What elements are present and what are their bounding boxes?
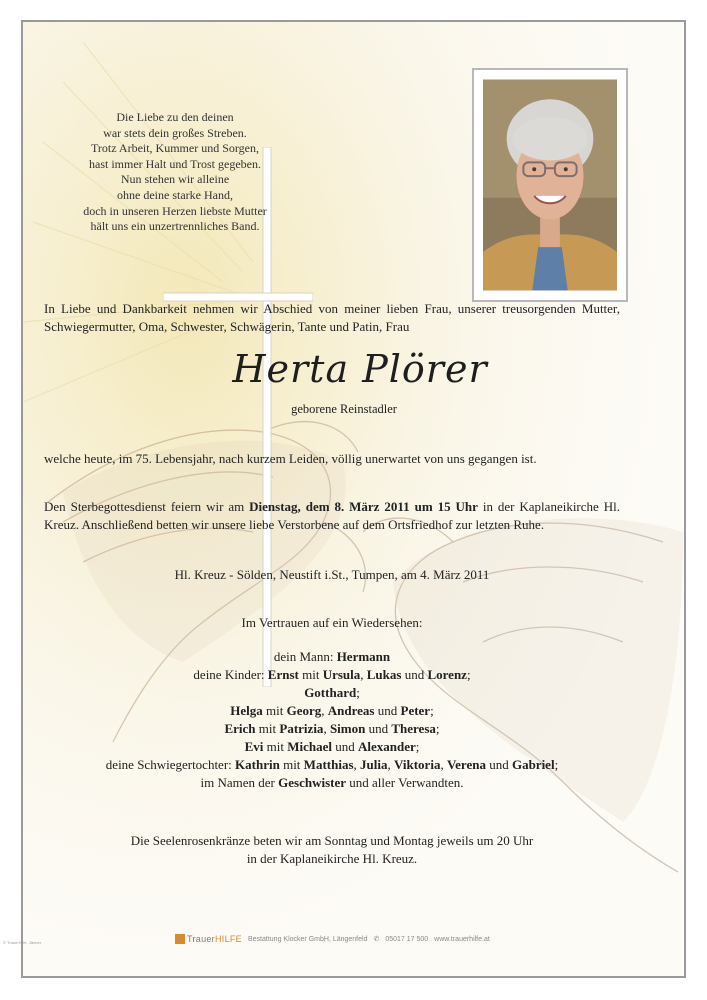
- copyright-note: © TrauerHilfe, Jänner: [3, 940, 42, 945]
- poem-line: war stets dein großes Streben.: [103, 125, 247, 140]
- birth-name: geborene Reinstadler: [291, 402, 397, 416]
- rosary-notice: [44, 832, 620, 868]
- list-item: Evi mit Michael und Alexander;: [244, 739, 420, 754]
- list-item: Erich mit Patrizia, Simon und Theresa;: [224, 721, 440, 736]
- intro-text: In Liebe und Dankbarkeit nehmen wir Abschied von meiner lieben Frau, unserer treusorgenden Mutter, Schwiegermutter, Oma, Schwester, Schwägerin, Tante und Patin, Frau: [44, 301, 620, 334]
- death-notice: welche heute, im 75. Lebensjahr, nach kurzem Leiden, völlig unerwartet von uns gegangen ist.: [44, 451, 537, 466]
- list-item: Gotthard;: [304, 685, 360, 700]
- trauerhilfe-logo: TrauerHILFE: [175, 934, 242, 944]
- service-text: in der Kaplaneikirche Hl. Kreuz. Anschließend betten wir unsere liebe Verstorbene auf dem Ortsfriedhof zur letzten Ruhe.: [44, 499, 620, 532]
- phone-number: 05017 17 500: [385, 935, 429, 943]
- list-item: Helga mit Georg, Andreas und Peter;: [230, 703, 434, 718]
- poem: [60, 110, 290, 235]
- footer: [175, 932, 495, 946]
- farewell-line: Im Vertrauen auf ein Wiedersehen:: [241, 615, 423, 630]
- funeral-service-text: [44, 498, 620, 534]
- poem-line: doch in unseren Herzen liebste Mutter: [83, 203, 267, 218]
- poem-line: Trotz Arbeit, Kummer und Sorgen,: [91, 141, 259, 156]
- service-date: Dienstag, dem 8. März 2011 um 15 Uhr: [249, 499, 478, 514]
- logo-icon: [175, 934, 185, 944]
- poem-line: hält uns ein unzertrennliches Band.: [90, 219, 260, 234]
- portrait-photo: [483, 79, 617, 291]
- place-date: Hl. Kreuz - Sölden, Neustift i.St., Tumpen, am 4. März 2011: [174, 567, 490, 582]
- list-item: deine Kinder: Ernst mit Ursula, Lukas und Lorenz;: [193, 667, 471, 682]
- rosary-line: in der Kaplaneikirche Hl. Kreuz.: [246, 851, 418, 866]
- rosary-line: Die Seelenrosenkränze beten wir am Sonntag und Montag jeweils um 20 Uhr: [130, 833, 534, 848]
- website-link[interactable]: www.trauerhilfe.at: [434, 935, 490, 943]
- poem-line: Die Liebe zu den deinen: [116, 110, 234, 124]
- poem-line: hast immer Halt und Trost gegeben.: [89, 156, 261, 171]
- list-item: im Namen der Geschwister und aller Verwandten.: [200, 775, 464, 790]
- poem-line: Nun stehen wir alleine: [120, 172, 230, 187]
- mourners-list: [44, 648, 620, 792]
- phone-icon: ✆: [373, 936, 380, 943]
- list-item: deine Schwiegertochter: Kathrin mit Matthias, Julia, Viktoria, Verena und Gabriel;: [105, 757, 559, 772]
- service-text: Den Sterbegottesdienst feiern wir am: [44, 499, 250, 514]
- portrait-frame: [472, 68, 628, 302]
- company-name: Bestattung Klocker GmbH, Längenfeld: [248, 935, 368, 943]
- deceased-name: Herta Plörer: [232, 347, 488, 391]
- list-item: dein Mann: Hermann: [273, 649, 391, 664]
- poem-line: ohne deine starke Hand,: [117, 187, 233, 202]
